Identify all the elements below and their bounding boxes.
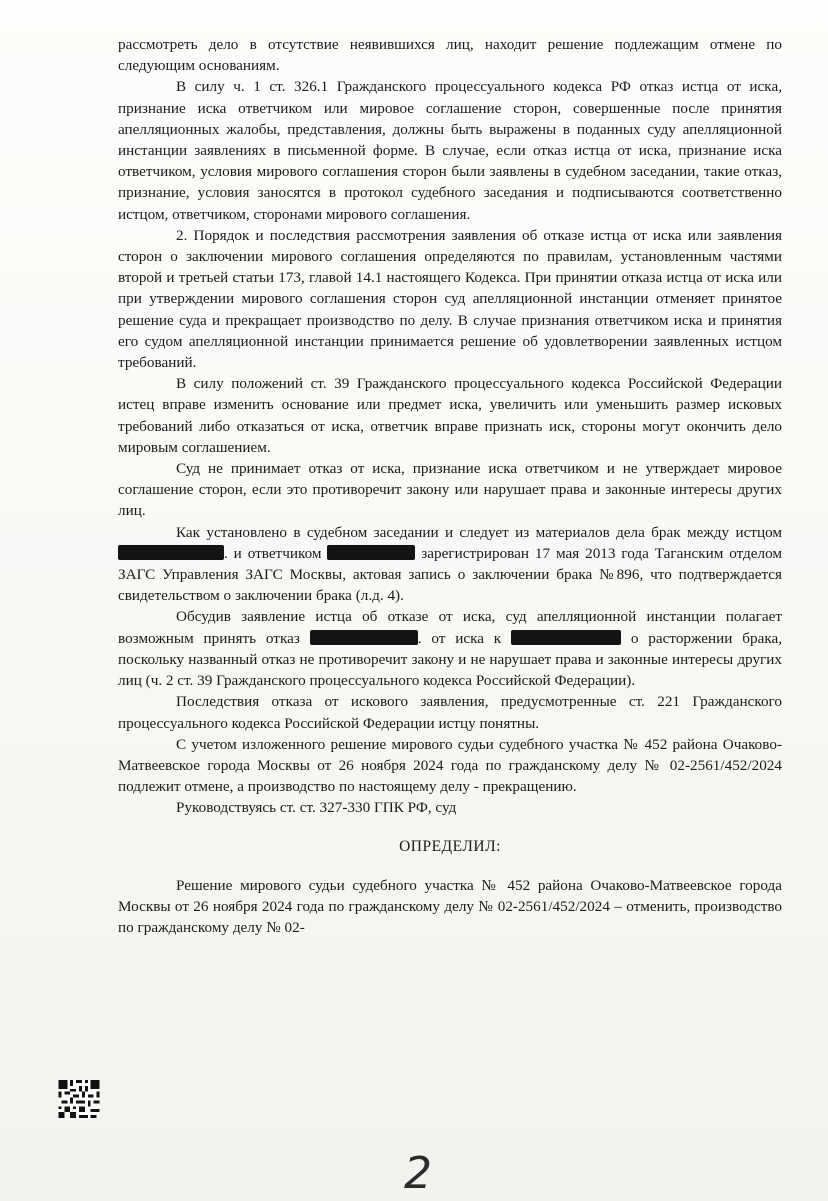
text-run: . и ответчиком <box>224 544 322 562</box>
paragraph: рассмотреть дело в отсутствие неявившихся лиц, находит решение подлежащим отмене по следующим основаниям. <box>118 36 782 75</box>
paragraph <box>118 522 782 607</box>
redacted-name <box>118 545 224 560</box>
paragraph: В силу ч. 1 ст. 326.1 Гражданского процессуального кодекса РФ отказ истца от иска, признание иска ответчиком или мировое соглашение сторон, совершенные после принятия апелляционных жалобы, представления, должны быть выражены в поданных суду апелляционной инстанции заявлениях в письменной форме. В случае, если отказ истца от иска, признание иска ответчиком, условия мирового соглашения сторон были заявлены в судебном заседании, такие отказ, признание, условия заносятся в протокол судебного заседания и подписываются соответственно истцом, ответчиком, сторонами мирового соглашения. <box>118 78 782 223</box>
text-run: Обсудив заявление истца об отказе от иска, суд апелляционной инстанции полагает возможным принять отказ <box>118 608 782 647</box>
paragraph: Суд не принимает отказ от иска, признание иска ответчиком и не утверждает мировое соглашение сторон, если это противоречит закону или нарушает права и законные интересы других лиц. <box>118 460 782 520</box>
paragraph: В силу положений ст. 39 Гражданского процессуального кодекса Российской Федерации истец вправе изменить основание или предмет иска, увеличить или уменьшить размер исковых требований либо отказаться от иска, ответчик вправе признать иск, стороны могут окончить дело мировым соглашением. <box>118 375 782 456</box>
paragraph: 2. Порядок и последствия рассмотрения заявления об отказе истца от иска или заявления сторон о заключении мирового соглашения определяются по правилам, установленным частями второй и третьей статьи 173, главой 14.1 настоящего Кодекса. При принятии отказа истца от иска или при утверждении мирового соглашения сторон суд апелляционной инстанции отменяет принятое решение суда и прекращает производство по делу. В случае признания ответчиком иска и принятия его судом апелляционной инстанции принимается решение об удовлетворении заявленных истцом требований. <box>118 226 782 372</box>
paragraph: Руководствуясь ст. ст. 327-330 ГПК РФ, суд <box>176 799 457 817</box>
redacted-name <box>327 545 415 560</box>
redacted-name <box>310 630 418 645</box>
paragraph: Решение мирового судьи судебного участка № 452 района Очаково-Матвеевское города Москвы от 26 ноября 2024 года по гражданскому делу № 02-2561/452/2024 – отменить, производство по гражданскому делу № 02- <box>118 876 782 937</box>
paragraph: С учетом изложенного решение мирового судьи судебного участка № 452 района Очаково-Матвеевское города Москвы от 26 ноября 2024 года по гражданскому делу № 02-2561/452/2024 подлежит отмене, а производство по настоящему делу - прекращению. <box>118 735 782 796</box>
page-number: 2 <box>404 1148 432 1199</box>
paragraph: Последствия отказа от искового заявления, предусмотренные ст. 221 Гражданского процессуального кодекса Российской Федерации истцу понятны. <box>118 693 782 732</box>
redacted-name <box>511 630 621 645</box>
qr-code-icon <box>58 1080 100 1118</box>
text-run: зарегистрирован 17 мая 2013 года Таганским отделом ЗАГС Управления ЗАГС Москвы, актовая запись о заключении брака №896, что подтверждается свидетельством о заключении брака (л.д. 4). <box>118 544 783 605</box>
document-body <box>118 34 782 938</box>
section-heading: ОПРЕДЕЛИЛ: <box>399 837 501 855</box>
text-run: . от иска к <box>417 629 502 647</box>
text-run: о расторжении брака, поскольку названный отказ не противоречит закону и не нарушает права и законные интересы других лиц (ч. 2 ст. 39 Гражданского процессуального кодекса Российской Федерации). <box>118 629 783 690</box>
text-run: Как установлено в судебном заседании и следует из материалов дела брак между истцом <box>176 523 782 541</box>
paragraph <box>118 606 782 691</box>
